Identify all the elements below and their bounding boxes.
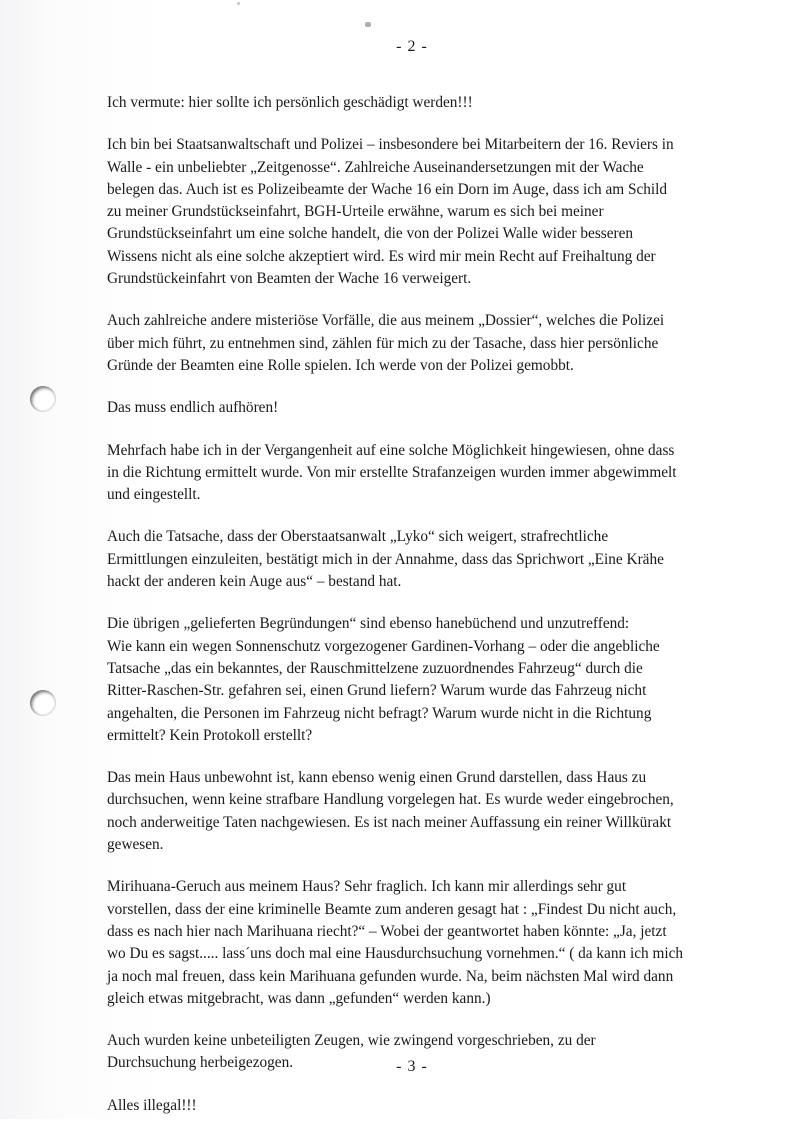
paragraph: Das mein Haus unbewohnt ist, kann ebenso wenig einen Grund darstellen, dass Haus zu durchsuchen, wenn keine strafbare Handlung vorgelegen hat. Es wurde weder eingebrochen, noch anderweitige Taten nachgewiesen. Es ist nach meiner Auffassung ein reiner Willkürakt gewesen. <box>107 769 674 854</box>
paragraph: Mirihuana-Geruch aus meinem Haus? Sehr fraglich. Ich kann mir allerdings sehr gut vorstellen, dass der eine kriminelle Beamte zum anderen gesagt hat : „Findest Du nicht auch, dass es nach hier nach Marihuana riecht?“ – Wobei der geantwortet haben könnte: „Ja, jetzt wo Du es sagst..... lass´uns doch mal eine Hausdurchsuchung vornehmen.“ ( da kann ich mich ja noch mal freuen, dass kein Marihuana gefunden wurde. Na, beim nächsten Mal wird dann gleich etwas mitgebracht, was dann „gefunden“ werden kann.) <box>107 878 684 1007</box>
paragraph: Auch wurden keine unbeteiligten Zeugen, wie zwingend vorgeschrieben, zu der Durchsuchung herbeigezogen. <box>107 1032 596 1072</box>
page-number-bottom: - 3 - <box>396 1058 428 1075</box>
paragraph: Ich bin bei Staatsanwaltschaft und Polizei – insbesondere bei Mitarbeitern der 16. Reviers in Walle - ein unbeliebter „Zeitgenosse“. Zahlreiche Auseinandersetzungen mit der Wache belegen das. Auch ist es Polizeibeamte der Wache 16 ein Dorn im Auge, dass ich am Schild zu meiner Grundstückseinfahrt, BGH-Urteile erwähne, warum es sich bei meiner Grundstückseinfahrt um eine solche handelt, die von der Polizei Walle wider besseren Wissens nicht als eine solche akzeptiert wird. Es wird mir mein Recht auf Freihaltung der Grundstückeinfahrt von Beamten der Wache 16 verweigert. <box>107 136 674 288</box>
letter-body <box>107 92 687 1137</box>
punch-hole <box>30 690 56 716</box>
paragraph: Auch zahlreiche andere misteriöse Vorfälle, die aus meinem „Dossier“, welches die Polizei über mich führt, zu entnehmen sind, zählen für mich zu der Tasache, dass hier persönliche Gründe der Beamten eine Rolle spielen. Ich werde von der Polizei gemobbt. <box>107 312 665 374</box>
paragraph: Alles illegal!!! <box>107 1096 197 1114</box>
paragraph: Die übrigen „gelieferten Begründungen“ sind ebenso hanebüchend und unzutreffend: Wie kann ein wegen Sonnenschutz vorgezogener Gardinen-Vorhang – oder die angebliche Tatsache „das ein bekanntes, der Rauschmittelzene zuzuordnendes Fahrzeug“ durch die Ritter-Raschen-Str. gefahren sei, einen Grund liefern? Warum wurde das Fahrzeug nicht angehalten, die Personen im Fahrzeug nicht befragt? Warum wurde nicht in die Richtung ermittelt? Kein Protokoll erstellt? <box>107 615 660 744</box>
paragraph: Das muss endlich aufhören! <box>107 399 279 417</box>
paragraph: Auch die Tatsache, dass der Oberstaatsanwalt „Lyko“ sich weigert, strafrechtliche Ermittlungen einzuleiten, bestätigt mich in der Annahme, dass das Sprichwort „Eine Krähe hackt der anderen kein Auge aus“ – bestand hat. <box>107 528 664 591</box>
page-number-top: - 2 - <box>396 38 428 55</box>
scan-speck <box>237 2 240 5</box>
scan-speck <box>365 22 371 27</box>
paragraph: Mehrfach habe ich in der Vergangenheit auf eine solche Möglichkeit hingewiesen, ohne dass in die Richtung ermittelt wurde. Von mir erstellte Strafanzeigen wurden immer abgewimmelt und eingestellt. <box>107 441 677 504</box>
punch-hole <box>30 386 56 412</box>
paragraph: Ich vermute: hier sollte ich persönlich geschädigt werden!!! <box>107 94 473 111</box>
